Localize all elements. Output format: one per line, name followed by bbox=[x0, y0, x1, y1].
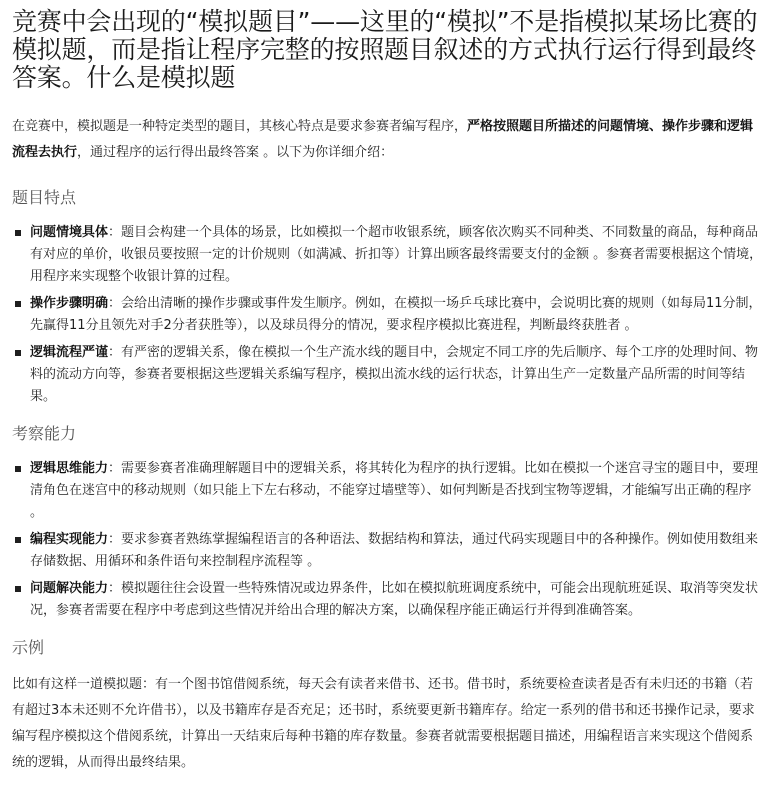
intro-emphasis: 严格按照题目所描述的问题情境、操作步骤和逻辑流程去执行 bbox=[12, 119, 754, 160]
list-item-term: 编程实现能力 bbox=[30, 532, 109, 547]
abilities-list bbox=[12, 458, 765, 622]
section-heading-example: 示例 bbox=[12, 638, 45, 657]
list-item bbox=[12, 222, 765, 288]
list-item-text: ：需要参赛者准确理解题目中的逻辑关系，将其转化为程序的执行逻辑。比如在模拟一个迷宫寻宝的题目中，要理清角色在迷宫中的移动规则（如只能上下左右移动，不能穿过墙壁等）、如何判断是否找到宝物等逻辑，才能编写出正确的程序 。 bbox=[30, 461, 759, 520]
list-item-term: 逻辑流程严谨 bbox=[30, 345, 109, 360]
square-bullet-icon bbox=[15, 350, 21, 356]
features-list bbox=[12, 222, 765, 408]
section-heading-abilities: 考察能力 bbox=[12, 424, 77, 443]
square-bullet-icon bbox=[15, 537, 21, 543]
list-item-text: ：会给出清晰的操作步骤或事件发生顺序。例如，在模拟一场乒乓球比赛中，会说明比赛的规则（如每局11分制，先赢得11分且领先对手2分者获胜等），以及球员得分的情况，要求程序模拟比赛进程，判断最终获胜者 。 bbox=[30, 296, 762, 333]
list-item-term: 问题情境具体 bbox=[30, 225, 109, 240]
list-item-term: 问题解决能力 bbox=[30, 581, 109, 596]
list-item bbox=[12, 458, 765, 524]
square-bullet-icon bbox=[15, 301, 21, 307]
section-heading-features: 题目特点 bbox=[12, 188, 77, 207]
list-item-term: 操作步骤明确 bbox=[30, 296, 109, 311]
list-item bbox=[12, 342, 765, 408]
list-item-text: ：模拟题往往会设置一些特殊情况或边界条件，比如在模拟航班调度系统中，可能会出现航班延误、取消等突发状况，参赛者需要在程序中考虑到这些情况并给出合理的解决方案，以确保程序能正确运行并得到准确答案。 bbox=[30, 581, 759, 618]
list-item-text: ：有严密的逻辑关系，像在模拟一个生产流水线的题目中，会规定不同工序的先后顺序、每个工序的处理时间、物料的流动方向等，参赛者要根据这些逻辑关系编写程序，模拟出流水线的运行状态，计算出生产一定数量产品所需的时间等结果。 bbox=[30, 345, 759, 404]
list-item bbox=[12, 529, 765, 573]
page-title: 竞赛中会出现的“模拟题目”——这里的“模拟”不是指模拟某场比赛的模拟题，而是指让程序完整的按照题目叙述的方式执行运行得到最终答案。什么是模拟题 bbox=[12, 7, 758, 92]
list-item-text: ：要求参赛者熟练掌握编程语言的各种语法、数据结构和算法，通过代码实现题目中的各种操作。例如使用数组来存储数据、用循环和条件语句来控制程序流程等 。 bbox=[30, 532, 759, 569]
example-paragraph: 比如有这样一道模拟题：有一个图书馆借阅系统，每天会有读者来借书、还书。借书时，系统要检查读者是否有未归还的书籍（若有超过3本未还则不允许借书），以及书籍库存是否充足；还书时，系统要更新书籍库存。给定一系列的借书和还书操作记录，要求编写程序模拟这个借阅系统，计算出一天结束后每种书籍的库存数量。参赛者就需要根据题目描述，用编程语言来实现这个借阅系统的逻辑，从而得出最终结果。 bbox=[12, 677, 755, 770]
list-item bbox=[12, 293, 765, 337]
intro-paragraph bbox=[12, 114, 765, 166]
intro-text-after: ，通过程序的运行得出最终答案 。以下为你详细介绍： bbox=[77, 145, 394, 160]
list-item bbox=[12, 578, 765, 622]
square-bullet-icon bbox=[15, 466, 21, 472]
square-bullet-icon bbox=[15, 230, 21, 236]
list-item-text: ：题目会构建一个具体的场景，比如模拟一个超市收银系统，顾客依次购买不同种类、不同数量的商品，每种商品有对应的单价，收银员要按照一定的计价规则（如满减、折扣等）计算出顾客最终需要支付的金额 。参赛者需要根据这个情境，用程序来实现整个收银计算的过程。 bbox=[30, 225, 763, 284]
intro-text-before: 在竞赛中，模拟题是一种特定类型的题目，其核心特点是要求参赛者编写程序， bbox=[12, 119, 468, 134]
square-bullet-icon bbox=[15, 586, 21, 592]
list-item-term: 逻辑思维能力 bbox=[30, 461, 109, 476]
